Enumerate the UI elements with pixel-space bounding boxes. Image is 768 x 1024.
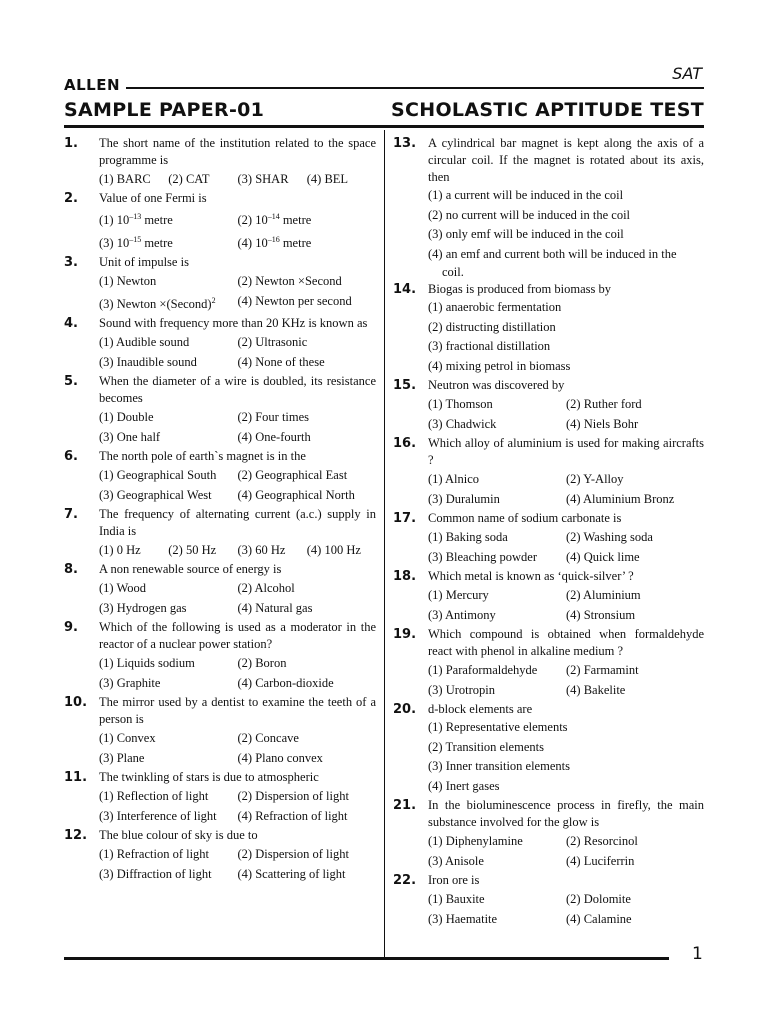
option-3: (3) SHAR — [237, 172, 289, 186]
option-1: (1) Baking soda — [428, 530, 508, 544]
option-1: (1) Geographical South — [99, 468, 217, 483]
option-2: (2) Transition elements — [428, 739, 544, 754]
option-1: (1) Liquids sodium — [99, 656, 195, 671]
question-text: Sound with frequency more than 20 KHz is known as — [99, 316, 368, 331]
question-21 — [393, 796, 704, 871]
question-4 — [64, 314, 376, 372]
question-20 — [393, 700, 704, 796]
option-1: (1) Representative elements — [428, 720, 568, 734]
option-4: (4) Refraction of light — [237, 809, 348, 824]
option-3: (3) fractional distillation — [428, 339, 551, 353]
option-2: (2) Y-Alloy — [566, 472, 624, 486]
option-3: (3) Urotropin — [428, 683, 495, 697]
question-text: Which compound is obtained when formaldehyde react with phenol in alkaline medium ? — [428, 627, 704, 658]
option-1: (1) Convex — [99, 731, 156, 746]
header-thick-rule — [64, 125, 704, 128]
question-10 — [64, 693, 376, 768]
options — [99, 271, 376, 314]
question-number: 7. — [64, 507, 78, 523]
option-3: (3) Haematite — [428, 912, 498, 926]
question-number: 2. — [64, 191, 78, 206]
option-4: (4) 100 Hz — [306, 543, 361, 558]
question-text: d-block elements are — [428, 702, 533, 716]
option-2: (2) Concave — [237, 731, 299, 746]
option-4: (4) Newton per second — [237, 294, 352, 309]
option-3: (3) Inaudible sound — [99, 355, 197, 370]
option-1: (1) Diphenylamine — [428, 834, 523, 848]
option-1: (1) Paraformaldehyde — [428, 663, 538, 677]
question-number: 15. — [393, 378, 417, 393]
option-4: (4) an emf and current both will be induced in the coil. — [428, 246, 677, 279]
question-number: 8. — [64, 562, 78, 578]
page-number: 1 — [692, 944, 703, 964]
question-text: The short name of the institution related to the space programme is — [99, 136, 376, 167]
option-4: (4) Carbon-dioxide — [237, 676, 334, 691]
question-18 — [393, 567, 704, 625]
question-19 — [393, 625, 704, 700]
option-2: (2) 50 Hz — [168, 543, 217, 558]
option-1: (1) BARC — [99, 172, 151, 186]
options — [428, 660, 704, 700]
option-4: (4) BEL — [306, 172, 349, 186]
options — [99, 653, 376, 693]
options — [99, 407, 376, 447]
question-text: Which alloy of aluminium is used for making aircrafts ? — [428, 436, 704, 467]
question-17 — [393, 509, 704, 567]
question-16 — [393, 434, 704, 509]
question-text: Neutron was discovered by — [428, 378, 565, 392]
option-2: (2) Aluminium — [566, 588, 641, 602]
option-3: (3) Anisole — [428, 854, 484, 868]
option-2: (2) Boron — [237, 656, 287, 671]
option-3: (3) Plane — [99, 751, 145, 766]
option-3: (3) Newton ×(Second)$^2$ — [99, 296, 216, 312]
question-text: Common name of sodium carbonate is — [428, 511, 622, 525]
question-text: Unit of impulse is — [99, 255, 189, 270]
right-column — [393, 134, 704, 929]
question-number: 16. — [393, 436, 417, 451]
option-1: (1) 0 Hz — [99, 543, 141, 558]
question-9 — [64, 618, 376, 693]
exam-code: SAT — [672, 64, 702, 83]
question-text: The blue colour of sky is due to — [99, 828, 258, 843]
question-8 — [64, 560, 376, 618]
option-1: (1) a current will be induced in the coil — [428, 188, 624, 202]
option-3: (3) $10^{-15}$ metre — [99, 235, 173, 251]
options — [428, 718, 704, 796]
option-2: (2) Alcohol — [237, 581, 295, 596]
option-1: (1) $10^{-13}$ metre — [99, 212, 173, 228]
options — [99, 578, 376, 618]
question-number: 4. — [64, 316, 78, 332]
options — [428, 186, 704, 280]
option-4: (4) Niels Bohr — [566, 417, 639, 431]
question-number: 20. — [393, 702, 417, 717]
question-text: A non renewable source of energy is — [99, 562, 282, 577]
option-1: (1) Double — [99, 410, 154, 425]
option-1: (1) Newton — [99, 274, 157, 289]
option-1: (1) Refraction of light — [99, 847, 210, 862]
footer-rule — [64, 957, 669, 960]
option-2: (2) $10^{-14}$ metre — [237, 212, 312, 228]
option-4: (4) Aluminium Bronz — [566, 492, 675, 506]
option-1: (1) Thomson — [428, 397, 493, 411]
question-number: 22. — [393, 873, 417, 888]
question-text: The mirror used by a dentist to examine the teeth of a person is — [99, 695, 376, 727]
question-text: The frequency of alternating current (a.c.) supply in India is — [99, 507, 376, 539]
option-4: (4) Natural gas — [237, 601, 313, 616]
option-2: (2) Farmamint — [566, 663, 639, 677]
option-4: (4) Calamine — [566, 912, 632, 926]
option-1: (1) Alnico — [428, 472, 480, 486]
question-text: Which of the following is used as a moderator in the reactor of a nuclear power station? — [99, 620, 376, 652]
question-number: 9. — [64, 620, 78, 636]
option-2: (2) Dispersion of light — [237, 847, 349, 862]
option-3: (3) Inner transition elements — [428, 759, 570, 773]
option-3: (3) Interference of light — [99, 809, 217, 824]
question-number: 5. — [64, 374, 78, 390]
option-4: (4) Bakelite — [566, 683, 626, 697]
question-number: 13. — [393, 136, 417, 151]
option-2: (2) distructing distillation — [428, 319, 556, 334]
question-13 — [393, 134, 704, 280]
question-number: 11. — [64, 770, 88, 786]
question-12 — [64, 826, 376, 884]
option-3: (3) Antimony — [428, 608, 496, 622]
option-2: (2) no current will be induced in the coil — [428, 207, 631, 222]
option-3: (3) Chadwick — [428, 417, 497, 431]
option-4: (4) Quick lime — [566, 550, 640, 564]
question-1 — [64, 134, 376, 189]
question-text: Value of one Fermi is — [99, 191, 207, 205]
options — [428, 527, 704, 567]
option-4: (4) Inert gases — [428, 778, 500, 793]
options — [99, 332, 376, 372]
question-2 — [64, 189, 376, 253]
options — [99, 540, 376, 560]
question-text: In the bioluminescence process in firefly, the main substance involved for the glow is — [428, 798, 704, 829]
options — [99, 728, 376, 768]
option-2: (2) Dispersion of light — [237, 789, 349, 804]
question-number: 19. — [393, 627, 417, 642]
option-4: (4) Stronsium — [566, 608, 636, 622]
option-2: (2) Geographical East — [237, 468, 348, 483]
question-15 — [393, 376, 704, 434]
question-text: The north pole of earth`s magnet is in the — [99, 449, 306, 464]
option-2: (2) Dolomite — [566, 892, 631, 906]
question-14 — [393, 280, 704, 376]
options — [428, 831, 704, 871]
question-6 — [64, 447, 376, 505]
question-number: 10. — [64, 695, 88, 711]
option-1: (1) Bauxite — [428, 892, 485, 906]
question-number: 18. — [393, 569, 417, 584]
question-text: The twinkling of stars is due to atmospheric — [99, 770, 319, 785]
options — [428, 889, 704, 929]
option-1: (1) Mercury — [428, 588, 489, 602]
option-3: (3) One half — [99, 430, 161, 445]
options — [99, 844, 376, 884]
option-4: (4) One-fourth — [237, 430, 311, 445]
column-divider — [384, 130, 385, 960]
question-text: Which metal is known as ‘quick-silver’ ? — [428, 569, 634, 583]
question-text: When the diameter of a wire is doubled, its resistance becomes — [99, 374, 376, 406]
question-number: 3. — [64, 255, 78, 271]
option-3: (3) 60 Hz — [237, 543, 286, 558]
option-2: (2) Ultrasonic — [237, 335, 308, 350]
options — [99, 786, 376, 826]
option-4: (4) Geographical North — [237, 488, 355, 503]
option-2: (2) Four times — [237, 410, 310, 425]
question-number: 12. — [64, 828, 88, 844]
test-title: SCHOLASTIC APTITUDE TEST — [391, 99, 704, 121]
options — [428, 469, 704, 509]
option-2: (2) Newton ×Second — [237, 274, 342, 289]
option-1: (1) anaerobic fermentation — [428, 300, 562, 314]
question-number: 6. — [64, 449, 78, 465]
option-3: (3) Graphite — [99, 676, 161, 691]
question-number: 17. — [393, 511, 417, 526]
option-2: (2) Washing soda — [566, 530, 653, 544]
options — [428, 585, 704, 625]
option-2: (2) Ruther ford — [566, 397, 642, 411]
header-rule — [126, 87, 704, 89]
allen-logo: ALLEN — [64, 76, 121, 94]
option-4: (4) Plano convex — [237, 751, 323, 766]
options — [99, 169, 376, 189]
question-7 — [64, 505, 376, 560]
left-column — [64, 134, 376, 884]
question-text: A cylindrical bar magnet is kept along the axis of a circular coil. If the magnet is rotated about its axis, then — [428, 136, 704, 184]
question-text: Iron ore is — [428, 873, 480, 887]
option-1: (1) Wood — [99, 581, 147, 596]
option-4: (4) None of these — [237, 355, 325, 370]
options — [428, 298, 704, 376]
options — [428, 394, 704, 434]
paper-title: SAMPLE PAPER-01 — [64, 99, 265, 121]
option-4: (4) $10^{-16}$ metre — [237, 235, 312, 251]
option-2: (2) Resorcinol — [566, 834, 638, 848]
question-text: Biogas is produced from biomass by — [428, 282, 611, 296]
question-3 — [64, 253, 376, 314]
option-2: (2) CAT — [168, 172, 210, 186]
option-3: (3) Bleaching powder — [428, 550, 537, 564]
question-5 — [64, 372, 376, 447]
question-number: 14. — [393, 282, 417, 297]
option-3: (3) Geographical West — [99, 488, 212, 503]
question-22 — [393, 871, 704, 929]
question-11 — [64, 768, 376, 826]
option-3: (3) Duralumin — [428, 492, 500, 506]
option-3: (3) Diffraction of light — [99, 867, 212, 882]
question-number: 1. — [64, 136, 78, 151]
question-number: 21. — [393, 798, 417, 813]
option-1: (1) Audible sound — [99, 335, 190, 350]
options — [99, 207, 376, 253]
option-4: (4) Scattering of light — [237, 867, 346, 882]
option-4: (4) mixing petrol in biomass — [428, 358, 571, 373]
option-1: (1) Reflection of light — [99, 789, 209, 804]
option-3: (3) Hydrogen gas — [99, 601, 187, 616]
option-4: (4) Luciferrin — [566, 854, 635, 868]
options — [99, 465, 376, 505]
option-3: (3) only emf will be induced in the coil — [428, 227, 624, 241]
